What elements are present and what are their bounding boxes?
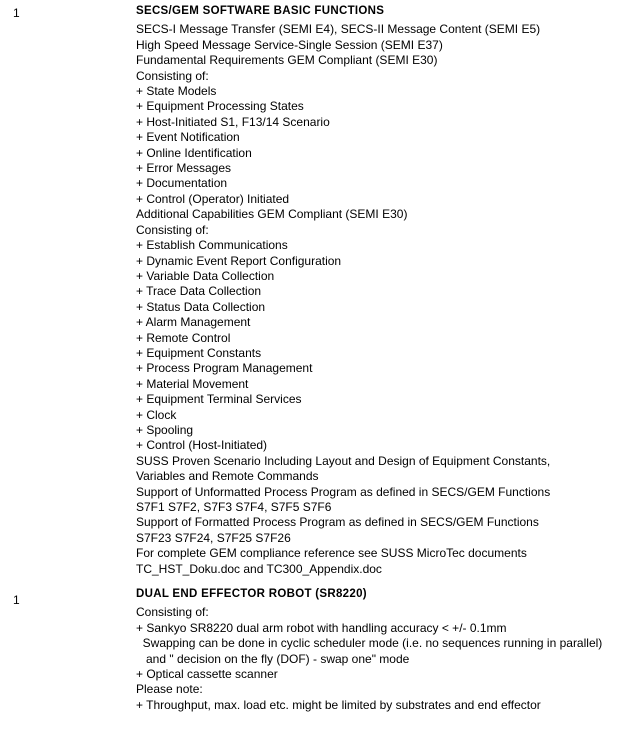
text-line: and " decision on the fly (DOF) - swap one" mode xyxy=(136,651,410,666)
text-line: + Remote Control xyxy=(136,330,231,345)
secs-gem-section xyxy=(136,4,631,577)
item-number: 1 xyxy=(13,6,20,20)
text-line: + Establish Communications xyxy=(136,238,288,253)
section-body xyxy=(136,605,631,713)
text-line: + Dynamic Event Report Configuration xyxy=(136,253,342,268)
text-line: + Spooling xyxy=(136,422,194,437)
section-title: DUAL END EFFECTOR ROBOT (SR8220) xyxy=(136,588,367,600)
text-line: + Equipment Constants xyxy=(136,345,262,360)
text-line: + Optical cassette scanner xyxy=(136,667,278,682)
text-line: Support of Unformatted Process Program as defined in SECS/GEM Functions xyxy=(136,484,551,499)
text-line: + Process Program Management xyxy=(136,361,313,376)
text-line: + Control (Host-Initiated) xyxy=(136,438,268,453)
text-line: SUSS Proven Scenario Including Layout and Design of Equipment Constants, xyxy=(136,453,551,468)
section-body xyxy=(136,22,631,577)
text-line: + Event Notification xyxy=(136,130,240,145)
text-line: + Online Identification xyxy=(136,145,252,160)
text-line: + Control (Operator) Initiated xyxy=(136,191,290,206)
text-line: TC_HST_Doku.doc and TC300_Appendix.doc xyxy=(136,561,382,576)
text-line: + Material Movement xyxy=(136,376,249,391)
text-line: + Equipment Terminal Services xyxy=(136,392,302,407)
text-line: + Host-Initiated S1, F13/14 Scenario xyxy=(136,114,330,129)
text-line: Fundamental Requirements GEM Compliant (SEMI E30) xyxy=(136,53,438,68)
text-line: Consisting of: xyxy=(136,222,209,237)
robot-section xyxy=(136,587,631,713)
text-line: + Error Messages xyxy=(136,161,232,176)
text-line: S7F1 S7F2, S7F3 S7F4, S7F5 S7F6 xyxy=(136,500,332,514)
text-line: + Equipment Processing States xyxy=(136,99,304,114)
section-title: SECS/GEM SOFTWARE BASIC FUNCTIONS xyxy=(136,5,385,17)
text-line: Variables and Remote Commands xyxy=(136,469,319,484)
text-line: Additional Capabilities GEM Compliant (SEMI E30) xyxy=(136,207,408,222)
text-line: SECS-I Message Transfer (SEMI E4), SECS-II Message Content (SEMI E5) xyxy=(136,22,541,37)
text-line: + Trace Data Collection xyxy=(136,284,262,299)
text-line: Consisting of: xyxy=(136,68,209,83)
text-line: + Alarm Management xyxy=(136,315,251,330)
item-number: 1 xyxy=(13,593,20,607)
text-line: + Throughput, max. load etc. might be limited by substrates and end effector xyxy=(136,697,541,712)
text-line: + State Models xyxy=(136,84,217,99)
text-line: High Speed Message Service-Single Session (SEMI E37) xyxy=(136,37,443,52)
text-line: For complete GEM compliance reference see SUSS MicroTec documents xyxy=(136,546,527,561)
text-line: Consisting of: xyxy=(136,605,209,620)
text-line: + Sankyo SR8220 dual arm robot with handling accuracy < +/- 0.1mm xyxy=(136,620,507,635)
text-line: Swapping can be done in cyclic scheduler mode (i.e. no sequences running in parallel) xyxy=(136,636,603,651)
text-line: + Clock xyxy=(136,407,177,422)
text-line: Please note: xyxy=(136,682,203,697)
text-line: + Variable Data Collection xyxy=(136,268,275,283)
text-line: S7F23 S7F24, S7F25 S7F26 xyxy=(136,530,291,545)
text-line: Support of Formatted Process Program as defined in SECS/GEM Functions xyxy=(136,515,539,530)
text-line: + Status Data Collection xyxy=(136,299,266,314)
text-line: + Documentation xyxy=(136,176,228,191)
